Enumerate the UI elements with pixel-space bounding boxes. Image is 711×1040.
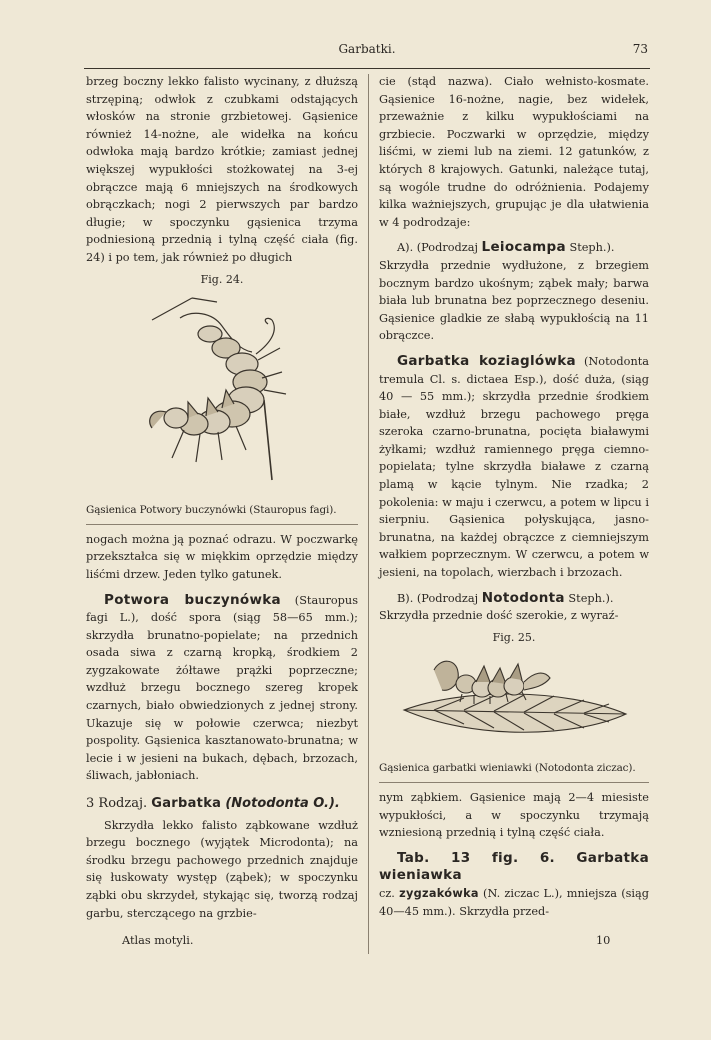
header-rule [84,68,650,69]
species-description: (Stauropus fagi L.), dość spora (siąg 58—65 mm.); skrzydła brunatno-popielate; na przednich osada siwa z czarną kropką, środkiem 2 zygzakowate żółtawe prążki poprzeczne; wzdłuż brzegu bocznego szereg kropek czarnych, biało obwiedzionych z jednej strony. Ukazuje się w połowie czerwca; niezbyt pospolity. Gąsienica kasztanowato-brunatna; w lecie i w jesieni na bukach, dębach, brzozach, śliwach, jabłoniach. [86,593,358,783]
running-title: Garbatki. [338,42,396,56]
subgenus-name: Leiocampa [481,239,566,256]
figure-25-label: Fig. 25. [492,630,536,644]
column-divider [368,74,369,954]
subgenus-a-heading: A). (Podrodzaj Leiocampa Steph.). [397,239,615,256]
species-name: Potwora buczynówka [104,591,281,608]
figure-24-caterpillar-illustration [122,290,322,500]
figure-25-caption: Gąsienica garbatki wieniawki (Notodonta ziczac). [379,762,636,775]
figure-25-caterpillar-on-leaf-illustration [394,648,634,758]
paragraph: Skrzydła przednie wydłużone, z brzegiem bocznym bardzo ukośnym; ząbek mały; barwa biała lub brunatna bez poprzecznego deseniu. Gąsienice gladkie ze słabą wypukłością na 11 obrączce. [379,258,649,343]
page-number: 73 [632,42,648,56]
genus-name: Garbatka [151,796,222,812]
species-description: (N. ziczac L.), mniejsza (siąg 40—45 mm.). Skrzydła przed- [379,886,649,918]
caption-rule [86,524,358,525]
species-entry-koziaglowka [379,353,649,582]
subgenus-b-heading: B). (Podrodzaj Notodonta Steph.). [397,589,614,606]
paragraph: nogach można ją poznać odrazu. W poczwarkę przekształca się w miękkim oprzędzie między liśćmi drzew. Jeden tylko gatunek. [86,532,358,581]
paragraph: cie (stąd nazwa). Ciało wełnisto-kosmate. Gąsienice 16-nożne, nagie, bez widełek, przeważnie z kilku wypukłościami na grzbiecie. Poczwarki w oprzędzie, między liśćmi, w ziemi lub na ziemi. 12 gatunków, z których 8 krajowych. Gatunki, należące tutaj, są wogóle trudne do odróżnienia. Podajemy kilka ważniejszych, grupując je dla ułatwienia w 4 podrodzaje: [379,75,649,229]
running-header [86,42,648,62]
genus-heading [86,795,358,813]
caption-rule [379,782,649,783]
paragraph: brzeg boczny lekko falisto wycinany, z dłuższą strzępiną; odwłok z czubkami odstających włosków na stronie grzbietowej. Gąsienice również 14-nożne, ale widełka na końcu odwłoka mają bardzo krótkie; zamiast jednej większej wypukłości stożkowatej na 3-ej obrączce mają 6 mniejszych na środkowych obrączkach; nogi 2 pierwszych par bardzo długie; w spoczynku gąsienica trzyma podniesioną przednią i tylną część ciała (fig. 24) i po tem, jak również po długich [86,75,358,264]
species-name: Garbatka koziaglówka [397,352,576,369]
species-entry-wieniawka: Tab. 13 fig. 6. Garbatka wieniawka cz. zygzakówka (N. ziczac L.), mniejsza (siąg 40—45 mm.). Skrzydła przed- [379,849,649,918]
signature-number: 10 [596,934,611,947]
plate-reference: Tab. 13 fig. 6. [397,849,555,866]
right-column [379,73,649,920]
footer-signature: Atlas motyli. [122,934,194,947]
paragraph: Skrzydła przednie dość szerokie, z wyraź- [379,609,619,623]
genus-latin: (Notodonta O.). [225,796,340,812]
species-entry-potwora [86,592,358,786]
species-description: (Notodonta tremula Cl. s. dictaea Esp.), dość duża, (siąg 40 — 55 mm.); skrzydła przednie środkiem białe, wzdłuż brzegu pachowego pręga szeroka czarno-brunatna, pocięta białawymi żyłkami; wzdłuż ramiennego pręga ciemno-popielata; tylne skrzydła białawe z czarną plamą w kącie tylnym. Nie rzadka; 2 pokolenia: w maju i czerwcu, a potem w lipcu i sierpniu. Gąsienica połyskująca, jasno-brunatna, na każdej obrączce z ciemniejszym wałkiem poprzecznym. W czerwcu, a potem w jesieni, na topolach, wierzbach i brzozach. [379,354,649,580]
paragraph: Skrzydła lekko falisto ząbkowane wzdłuż brzegu bocznego (wyjątek Microdonta); na środku brzegu pachowego przednich znajduje się łuskowaty występ (ząbek); w spoczynku ząbki obu skrzydeł, stykając się, tworzą rodzaj garbu, sterczącego na grzbie- [86,818,358,920]
species-alt-name: zygzakówka [399,886,479,900]
left-column [86,73,358,922]
figure-24-caption: Gąsienica Potwory buczynówki (Stauropus fagi). [86,504,337,517]
figure-24-label: Fig. 24. [200,272,244,286]
genus-number: 3 Rodzaj. [86,796,148,812]
paragraph: nym ząbkiem. Gąsienice mają 2—4 miesiste wypukłości, a w spoczynku trzymają wzniesioną przednią i tylną część ciała. [379,791,649,840]
species-name: Garbatka wieniawka [379,849,649,884]
subgenus-name: Notodonta [481,589,565,606]
